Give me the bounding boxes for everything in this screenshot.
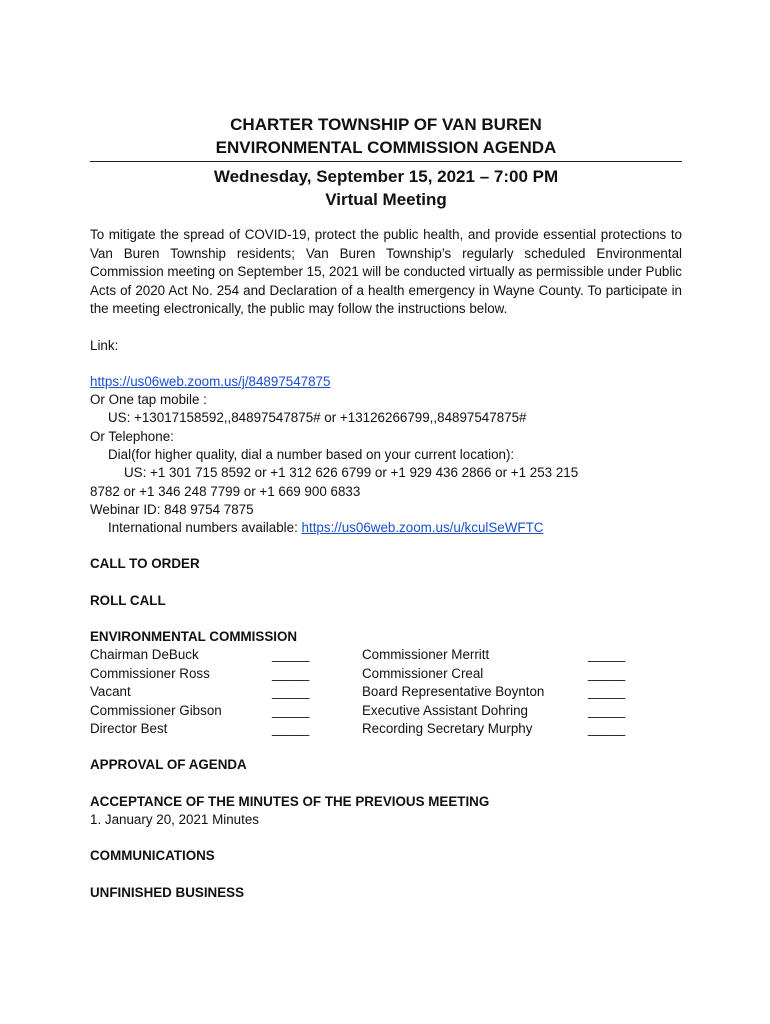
mobile-numbers: US: +13017158592,,84897547875# or +13126266799,,84897547875# [108,410,527,426]
roster-blank: _____ [272,647,310,663]
communications-heading: COMMUNICATIONS [90,848,215,864]
roster-blank: _____ [272,684,310,700]
zoom-link-row [90,373,682,391]
roster-row [90,702,682,720]
org-title: CHARTER TOWNSHIP OF VAN BUREN [230,115,542,134]
minutes-item: 1. January 20, 2021 Minutes [90,811,259,827]
meeting-type: Virtual Meeting [325,190,447,209]
roster-member: Chairman DeBuck [90,647,199,663]
unfinished-business-heading: UNFINISHED BUSINESS [90,884,245,900]
zoom-meeting-link[interactable]: https://us06web.zoom.us/j/84897547875 [90,373,331,389]
roster-blank: _____ [272,665,310,681]
roster-blank: _____ [588,647,626,663]
roster-member: Director Best [90,720,168,736]
webinar-id: Webinar ID: 848 9754 7875 [90,501,254,517]
roster-blank: _____ [588,720,626,736]
roster-member: Board Representative Boynton [362,684,545,700]
roster-member: Commissioner Creal [362,665,484,681]
roster-member: Executive Assistant Dohring [362,702,528,718]
agenda-page [90,0,682,902]
roster-member: Vacant [90,684,131,700]
roster-member: Commissioner Gibson [90,702,222,718]
phone-instructions: Dial(for higher quality, dial a number based on your current location): [108,446,515,462]
mobile-label: Or One tap mobile : [90,392,207,408]
phone-numbers-line-2: 8782 or +1 346 248 7799 or +1 669 900 6833 [90,483,361,499]
approval-heading: APPROVAL OF AGENDA [90,757,247,773]
phone-label: Or Telephone: [90,428,174,444]
roster-blank: _____ [588,702,626,718]
roster-blank: _____ [272,702,310,718]
international-row [90,519,682,537]
roster-member: Commissioner Ross [90,665,210,681]
roster-blank: _____ [588,665,626,681]
commission-heading: ENVIRONMENTAL COMMISSION [90,629,298,645]
link-label: Link: [90,337,119,353]
international-numbers-link[interactable]: https://us06web.zoom.us/u/kculSeWFTC [301,520,544,536]
acceptance-heading: ACCEPTANCE OF THE MINUTES OF THE PREVIOUS MEETING [90,793,490,809]
roster-table [90,646,682,738]
phone-numbers-line-1: US: +1 301 715 8592 or +1 312 626 6799 or +1 929 436 2866 or +1 253 215 [124,465,579,481]
roster-row [90,683,682,701]
roster-blank: _____ [588,684,626,700]
roster-row [90,646,682,664]
roster-member: Recording Secretary Murphy [362,720,533,736]
roster-row [90,720,682,738]
call-to-order-heading: CALL TO ORDER [90,556,200,572]
roster-blank: _____ [272,720,310,736]
intro-paragraph: To mitigate the spread of COVID-19, protect the public health, and provide essential protections to Van Buren Township residents; Van Buren Township’s regularly scheduled Environmental Commission meeting on September 15, 2021 will be conducted virtually as permissible under Public Acts of 2020 Act No. 254 and Declaration of a health emergency in Wayne County. To participate in the meeting electronically, the public may follow the instructions below. [90,227,682,316]
roster-member: Commissioner Merritt [362,647,490,663]
agenda-title: ENVIRONMENTAL COMMISSION AGENDA [90,136,682,162]
meeting-datetime: Wednesday, September 15, 2021 – 7:00 PM [213,167,559,186]
roster-row [90,665,682,683]
roll-call-heading: ROLL CALL [90,592,166,608]
international-label: International numbers available: [108,520,302,536]
